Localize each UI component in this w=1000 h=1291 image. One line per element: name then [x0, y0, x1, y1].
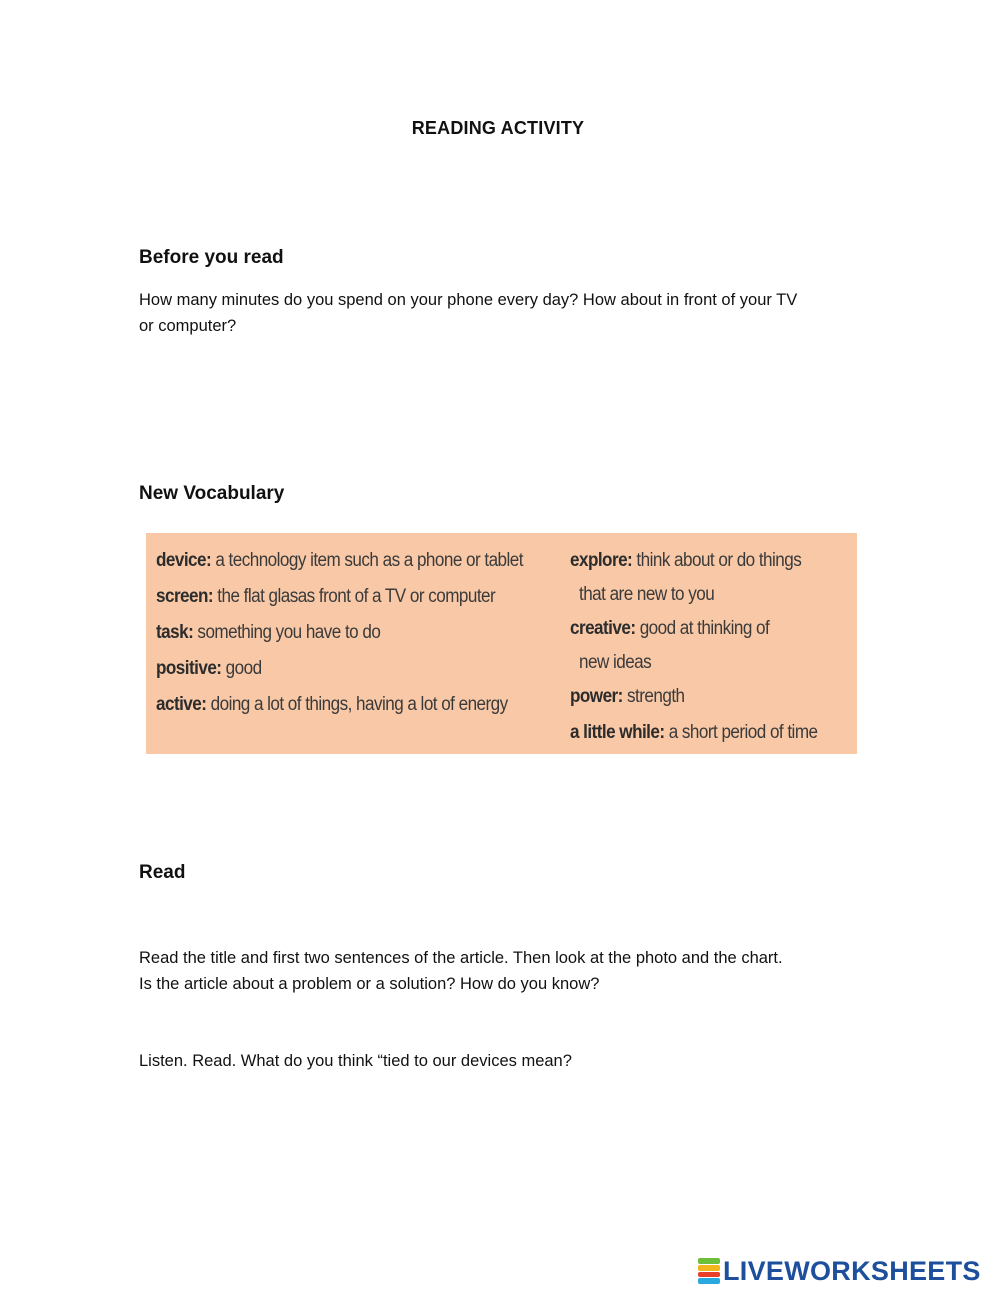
vocab-entry — [156, 579, 525, 615]
vocab-definition: good — [221, 658, 262, 679]
vocab-continuation: that are new to you — [579, 584, 715, 605]
vocab-entry — [570, 543, 827, 579]
new-vocabulary-heading: New Vocabulary — [139, 483, 285, 504]
logo-block — [698, 1258, 720, 1264]
vocab-entry — [156, 687, 525, 723]
vocab-continuation: new ideas — [579, 652, 652, 673]
vocab-term: power: — [570, 686, 623, 707]
logo-block — [698, 1265, 720, 1271]
vocab-entry — [156, 543, 525, 579]
liveworksheets-logo — [698, 1254, 981, 1288]
logo-block — [698, 1272, 720, 1278]
vocab-term: positive: — [156, 658, 222, 679]
vocab-term: explore: — [570, 550, 633, 571]
vocab-definition: a technology item such as a phone or tablet — [211, 550, 523, 571]
vocab-entry — [570, 611, 827, 647]
vocabulary-box — [146, 533, 857, 754]
before-you-read-heading: Before you read — [139, 247, 284, 268]
vocabulary-column-right — [570, 543, 855, 751]
logo-block — [698, 1278, 720, 1284]
vocab-definition: something you have to do — [193, 622, 381, 643]
page-title: READING ACTIVITY — [411, 118, 585, 138]
vocab-entry — [570, 679, 827, 715]
vocab-entry — [570, 715, 827, 751]
text-line: Read the title and first two sentences of the article. Then look at the photo and the chart. — [139, 949, 783, 967]
vocab-term: screen: — [156, 586, 214, 607]
vocab-term: creative: — [570, 618, 636, 639]
vocab-definition: a short period of time — [664, 722, 818, 743]
vocab-definition: think about or do things — [632, 550, 802, 571]
vocab-term: device: — [156, 550, 212, 571]
vocab-definition: strength — [622, 686, 685, 707]
vocab-definition: the flat glasas front of a TV or computer — [213, 586, 496, 607]
text-line: How many minutes do you spend on your phone every day? How about in front of your TV — [139, 291, 798, 309]
vocab-definition: good at thinking of — [635, 618, 770, 639]
listen-instruction — [139, 1048, 869, 1074]
text-line: or computer? — [139, 317, 237, 335]
vocab-term: a little while: — [570, 722, 665, 743]
vocab-term: active: — [156, 694, 207, 715]
vocab-definition: doing a lot of things, having a lot of energy — [206, 694, 508, 715]
before-you-read-question — [139, 287, 869, 339]
vocab-entry — [156, 615, 525, 651]
vocab-entry — [156, 651, 525, 687]
text-line: Listen. Read. What do you think “tied to our devices mean? — [139, 1052, 572, 1070]
vocab-term: task: — [156, 622, 194, 643]
liveworksheets-logo-icon — [698, 1258, 720, 1284]
read-heading: Read — [139, 862, 186, 883]
vocabulary-column-left — [156, 543, 566, 723]
text-line: Is the article about a problem or a solution? How do you know? — [139, 975, 600, 993]
read-question — [139, 945, 879, 997]
logo-text: LIVEWORKSHEETS — [723, 1255, 981, 1286]
